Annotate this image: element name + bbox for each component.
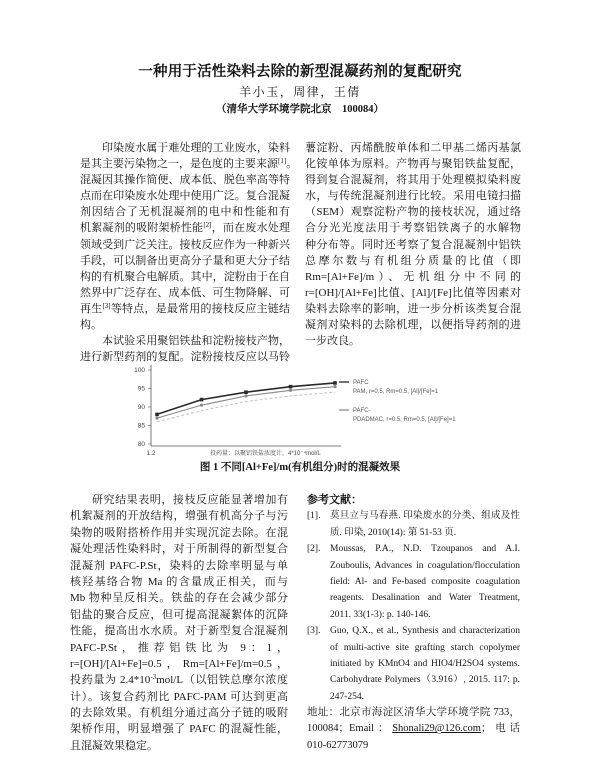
reference-number: [1]. [307, 511, 321, 522]
coagulation-line-chart [95, 362, 495, 462]
text-line: 2011. 33(1-3): p. 140-146. [330, 609, 431, 620]
x-axis-label: 投药量：以聚铝铁盐浓度计，4*10⁻⁴mol/L [210, 451, 321, 457]
text-line: field: Al- and Fe-based composite coagulation [330, 576, 520, 587]
text-line: 且混凝效果稳定。 [70, 739, 158, 752]
text-line: PAFC-P.St，推荐铝铁比为 9：1， [70, 641, 288, 654]
citation-superscript: [3] [102, 301, 111, 310]
chart-point [244, 390, 248, 394]
y-tick-label: 85 [137, 422, 145, 430]
text-line: 质. 印染, 2010(14): 第 51-53 页. [330, 527, 457, 538]
text-line: 剂因结合了无机混凝剂的电中和性能和有 [80, 206, 290, 219]
chart-point [155, 417, 158, 420]
reference-item [307, 623, 520, 705]
y-tick-label: 80 [137, 441, 145, 449]
text-line: 水，与传统混凝剂进行比较。采用电镜扫描 [305, 190, 521, 203]
text-line: 凝处理活性染料时，对于所制得的新型复合 [70, 543, 288, 556]
email-link[interactable]: Shonali29@126.com [392, 723, 481, 735]
text-line: 架桥作用，明显增强了 PAFC 的混凝性能， [70, 723, 288, 736]
author-list: 羊小玉，周律，王倩 [239, 85, 361, 99]
text-line: initiated by KMnO4 and HIO4/H2SO4 systems. [330, 658, 520, 669]
references-heading: 参考文献： [307, 494, 362, 506]
text-line: 是其主要污染物之一，是色度的主要来源[1]。 [80, 157, 298, 171]
text-line: （SEM）观察淀粉产物的接枝状况，通过络 [305, 206, 521, 219]
affiliation: （清华大学环境学院北京 100084） [216, 104, 384, 115]
chart-series-line-1 [157, 383, 335, 414]
paragraph [70, 492, 288, 754]
text-line: Moussas, P.A., N.D. Tzoupanos and A.I. [330, 544, 520, 555]
paper-title: 一种用于活性染料去除的新型混凝药剂的复配研究 [138, 64, 462, 80]
text-line: Carbohydrate Polymers（3.916）, 2015. 117: p. [330, 675, 520, 686]
text-line: 再生[3]等特点，是最常用的接枝反应主链结 [80, 301, 291, 315]
text-line: r=[OH]/[Al+Fe]=0.5，Rm=[Al+Fe]/m=0.5， [70, 657, 288, 670]
text-line: 247-254. [330, 691, 365, 702]
text-line: 染物的吸附搭桥作用并实现沉淀去除。在混 [70, 526, 288, 539]
text-line: 的去除效果。有机组分通过高分子链的吸附 [70, 707, 288, 720]
results-column [70, 492, 288, 754]
chart-point [333, 385, 336, 388]
y-tick-label: 100 [134, 367, 145, 375]
text-line: Rm=[Al+Fe]/m）、无机组分中不同的 [305, 270, 521, 283]
text-line: 构的有机聚合电解质。其中，淀粉由于在自 [80, 270, 290, 283]
paragraph [307, 705, 520, 754]
text-line: 计）。该复合药剂比 PAFC-PAM 可达到更高 [70, 690, 288, 703]
text-line: 混凝因其操作简便、成本低、脱色率高等特 [80, 174, 290, 187]
reference-item [307, 541, 520, 623]
y-tick-label: 90 [137, 404, 145, 412]
reference-number: [3]. [307, 626, 321, 637]
legend-text: PAFC [353, 380, 369, 386]
text-line: Guo, Q.X., et al., Synthesis and characterization [330, 626, 520, 637]
x-tick-label: 1.2 [146, 450, 156, 457]
text-line: 构。 [80, 319, 102, 332]
text-line: 混凝剂 PAFC-P.St，染料的去除率明显与单 [70, 559, 288, 572]
text-line: 然界中广泛存在、成本低、可生物降解、可 [80, 286, 290, 299]
chart-point [244, 394, 247, 397]
text-line: r=[OH]/[Al+Fe]比值、[Al]/[Fe]比值等因素对 [305, 286, 521, 299]
text-line: 合分光光度法用于考察铝铁离子的水解物 [305, 222, 521, 235]
text-line: 得到复合混凝剂，将其用于处理模拟染料废 [305, 174, 521, 187]
reference-number: [2]. [307, 544, 321, 555]
text-line: 进行新型药剂的复配。淀粉接枝反应以马铃 [80, 351, 290, 364]
text-line: 投药量为 $2.4*10^{-3}mol/L$（以铝铁总摩尔浓度 [70, 673, 288, 687]
text-line: 一步改良。 [305, 335, 360, 348]
text-line: 本试验采用聚铝铁盐和淀粉接枝产物， [102, 335, 290, 348]
citation-superscript: -3 [150, 673, 157, 682]
text-line: of multi-active site grafting starch copolymer [330, 642, 520, 653]
paragraph [305, 140, 521, 349]
reference-list [307, 508, 520, 705]
text-line: 研究结果表明，接枝反应能显著增加有 [92, 494, 288, 506]
text-line: 性能，提高出水水质。对于新型复合混凝剂 [70, 625, 288, 638]
contact-address [307, 705, 520, 754]
text-line: Mb 物种呈反相关。铁盐的存在会减少部分 [70, 592, 288, 605]
intro-left-column [80, 140, 298, 365]
legend-text: PDADMAC, r=0.5, Rm=0.5, [Al]/[Fe]=1 [353, 417, 456, 423]
chart-point [200, 404, 203, 407]
figure-caption: 图 1 不同[Al+Fe]/m(有机组分)时的混凝效果 [199, 462, 401, 473]
text-line: 手段，可以制备出更高分子量和更大分子结 [80, 254, 290, 267]
text-line: 机絮凝剂的吸附架桥性能[2]，而在废水处理 [80, 221, 291, 235]
references-column [307, 492, 520, 754]
text-line: 薯淀粉、丙烯酰胺单体和二甲基二烯丙基氯 [305, 142, 521, 154]
text-line: 点而在印染废水处理中使用广泛。复合混凝 [80, 190, 290, 203]
chart-point [155, 413, 159, 417]
text-line: 总摩尔数与有机组分质量的比值（即 [305, 254, 521, 267]
paragraph [80, 333, 290, 365]
text-line: 化铵单体为原料。产物再与聚铝铁盐复配， [305, 158, 521, 171]
legend-text: PAM, r=0.5, Rm=0.5, [Al]/[Fe]=1 [353, 389, 439, 395]
text-line: 染料去除率的影响，进一步分析该类复合混 [305, 302, 521, 315]
reference-item [307, 508, 520, 541]
paragraph [80, 140, 298, 333]
chart-point [289, 385, 293, 389]
chart-point [289, 389, 292, 392]
chart-point [333, 381, 337, 385]
text-line: 铝盐的聚合反应，但可提高混凝絮体的沉降 [70, 608, 288, 621]
text-line: 领域受到广泛关注。接枝反应作为一种新兴 [80, 238, 290, 251]
citation-superscript: [1] [278, 157, 287, 166]
text-line: Zouboulis, Advances in coagulation/flocculation [330, 560, 520, 571]
text-line: 核羟基络合物 Ma 的含量成正相关，而与 [70, 575, 288, 588]
text-line: reagents. Desalination and Water Treatment, [330, 593, 520, 604]
text-line: 100084；Email：Shonali29@126.com；电话 [307, 723, 521, 735]
citation-superscript: [2] [203, 221, 212, 230]
legend-text: PAFC- [353, 408, 371, 414]
text-line: 种分布等。同时还考察了复合混凝剂中铝铁 [305, 238, 521, 251]
text-line: 地址：北京市海淀区清华大学环境学院 733， [307, 707, 520, 719]
text-line: 机絮凝剂的开放结构，增强有机高分子与污 [70, 510, 288, 523]
chart-point [200, 398, 204, 402]
text-line: 印染废水属于难处理的工业废水，染料 [102, 142, 290, 154]
text-line: 莫旦立与马春燕. 印染废水的分类、组成及性 [330, 511, 520, 522]
intro-right-column [305, 140, 521, 349]
text-line: 凝剂对染料的去除机理，以便指导药剂的进 [305, 319, 521, 332]
y-tick-label: 95 [137, 385, 145, 393]
text-line: 010-62773079 [307, 739, 369, 751]
